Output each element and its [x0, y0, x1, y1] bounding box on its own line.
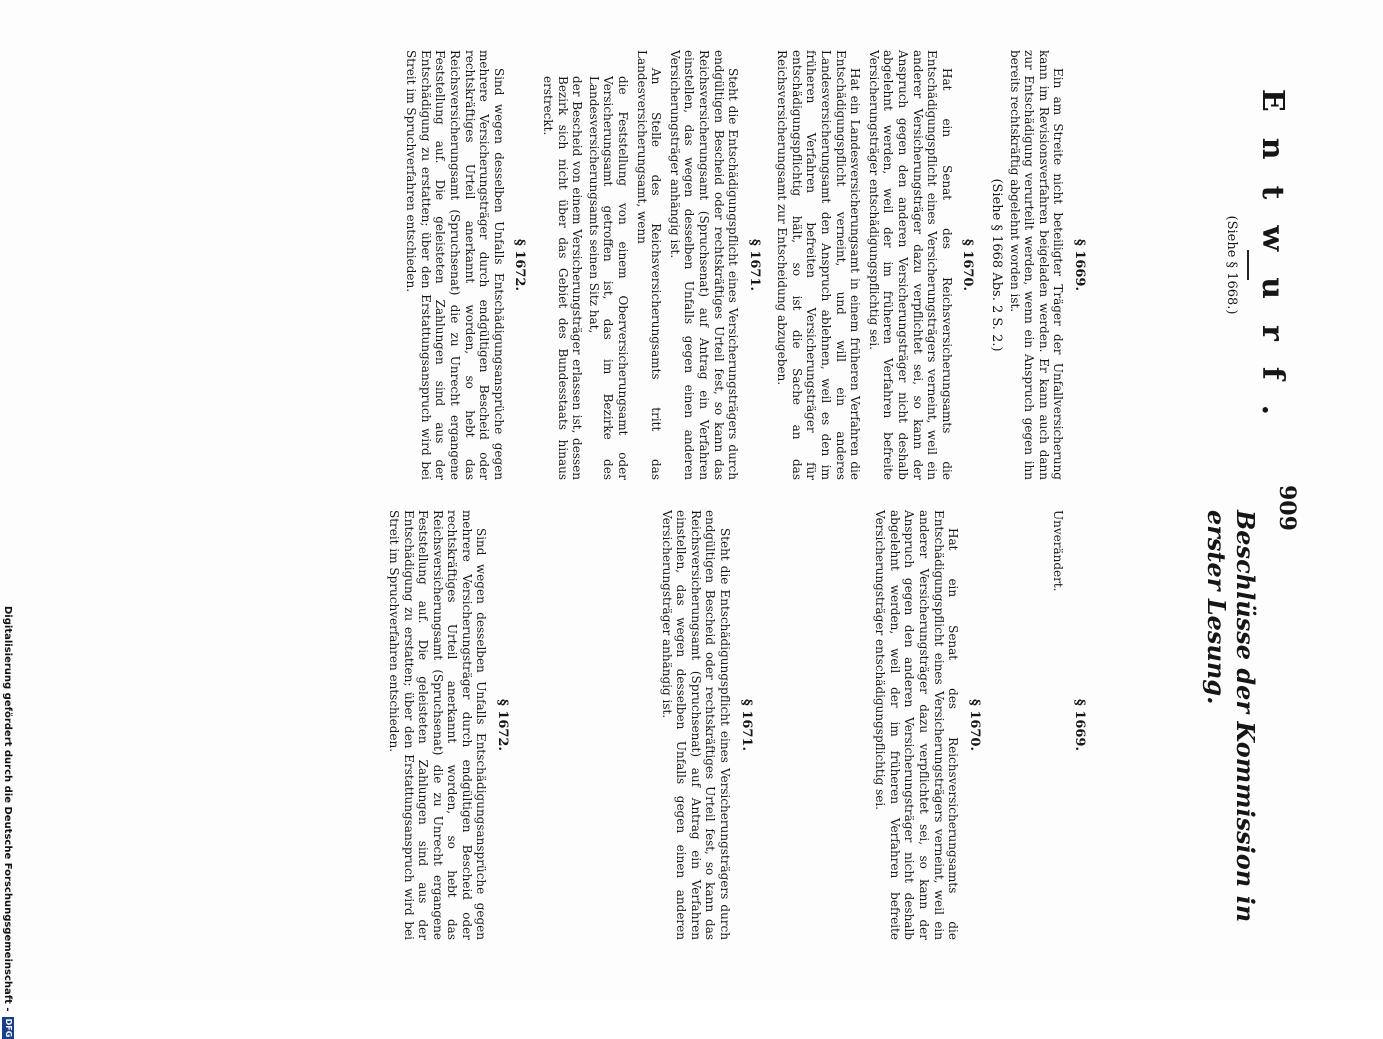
list-item: die Feststellung von einem Oberversicherungsamt oder Versicherungsamt getroffen ist, das im Bezirke des Landesversicherungsamts seinen Sitz hat, [586, 76, 630, 480]
paragraph: Sind wegen desselben Unfalls Entschädigungsansprüche gegen mehrere Versicherungsträger durch endgültigen Bescheid oder rechtskräftiges Urteil anerkannt worden, so hebt das Reichsversicherungsamt (Spruchsenat) die zu Unrecht ergangene Feststellung auf. Die geleisteten Zahlungen sind aus der Entschädigung zu erstatten; über den Erstattungsanspruch wird bei Streit im Spruchverfahren entschieden. [386, 510, 489, 940]
paragraph: Steht die Entschädigungspflicht eines Versicherungsträgers durch endgültigen Bescheid oder rechtskräftiges Urteil fest, so kann das Reichsversicherungsamt (Spruchsenat) auf Antrag ein Verfahren einstellen, das wegen desselben Unfalls gegen einen anderen Versicherungsträger anhängig ist. [667, 50, 741, 480]
list-item: der Bescheid von einem Versicherungsträger erlassen ist, dessen Bezirk sich nicht über das Gebiet des Bundesstaats hinaus erstreckt. [541, 76, 585, 480]
section-title: § 1670. [966, 698, 982, 752]
footer-text: Digitalisierung gefördert durch die Deutsche Forschungsgemeinschaft - [2, 606, 13, 1012]
section-title: § 1671. [746, 238, 762, 292]
paragraph: Unverändert. [1051, 510, 1066, 592]
left-heading: Entwurf. [1255, 88, 1290, 442]
paragraph: Steht die Entschädigungspflicht eines Versicherungsträgers durch endgültigen Bescheid oder rechtskräftiges Urteil fest, so kann das Reichsversicherungsamt (Spruchsenat) auf Antrag ein Verfahren einstellen, das wegen desselben Unfalls gegen einen anderen Versicherungsträger anhängig ist. [659, 510, 733, 940]
section-title: § 1672. [495, 698, 511, 752]
paragraph: Hat ein Landesversicherungsamt in einem früheren Verfahren die Entschädigungspflicht verneint, und will ein anderes Landesversicherungsamt den Anspruch ablehnen, weil es den im früheren Verfahren befreiten Versicherungsträger für entschädigungspflichtig hält, so ist die Sache an das Reichsversicherungsamt zur Entscheidung abzugeben. [775, 50, 863, 480]
heading-rule [1247, 250, 1249, 280]
rotated-document-page [80, 30, 1320, 970]
right-column-header [1202, 510, 1260, 950]
cross-reference: (Siehe § 1668 Abs. 2 S. 2.) [989, 178, 1005, 352]
left-column-header [1224, 50, 1290, 480]
page-number: 909 [1274, 485, 1300, 531]
footer [2, 606, 14, 1039]
left-subheading: (Siehe § 1668.) [1224, 215, 1239, 315]
left-column [400, 50, 1100, 480]
paragraph: Hat ein Senat des Reichsversicherungsamts die Entschädigungspflicht eines Versicherungsträgers verneint, weil ein anderer Versicherungsträger dazu verpflichtet sei, so kann der Anspruch gegen den anderen Versicherungsträger nicht deshalb abgelehnt werden, weil der im früheren Verfahren befreite Versicherungsträger entschädigungspflichtig sei. [873, 510, 961, 940]
paragraph: Ein am Streite nicht beteiligter Träger der Unfallversicherung kann im Revisionsverfahren beigeladen werden. Er kann auch dann zur Entschädigung verurteilt werden, wenn ein Anspruch gegen ihn bereits rechtskräftig abgelehnt worden ist. [1007, 50, 1066, 480]
right-heading: Beschlüsse der Kommission in erster Lesung. [1202, 510, 1260, 923]
section-title: § 1672. [512, 238, 528, 292]
section-title: § 1669. [1072, 238, 1087, 292]
paragraph: Hat ein Senat des Reichsversicherungsamts die Entschädigungspflicht eines Versicherungsträgers verneint, weil ein anderer Versicherungsträger dazu verpflichtet sei, so kann der Anspruch gegen den anderen Versicherungsträger nicht deshalb abgelehnt werden, weil der im früheren Verfahren befreite Versicherungsträger entschädigungspflichtig sei. [866, 50, 954, 480]
paragraph: An Stelle des Reichsversicherungsamts tritt das Landesversicherungsamt, wenn [634, 50, 664, 480]
section-title: § 1671. [738, 698, 754, 752]
section-title: § 1669. [1072, 698, 1087, 752]
right-column [382, 510, 1100, 940]
section-title: § 1670. [960, 238, 976, 292]
dfg-logo-icon: DFG [4, 1018, 13, 1038]
paragraph: Sind wegen desselben Unfalls Entschädigungsansprüche gegen mehrere Versicherungsträger durch endgültigen Bescheid oder rechtskräftiges Urteil anerkannt worden, so hebt das Reichsversicherungsamt (Spruchsenat) die zu Unrecht ergangene Feststellung auf. Die geleisteten Zahlungen sind aus der Entschädigung zu erstatten; über den Erstattungsanspruch wird bei Streit im Spruchverfahren entschieden. [404, 50, 506, 480]
